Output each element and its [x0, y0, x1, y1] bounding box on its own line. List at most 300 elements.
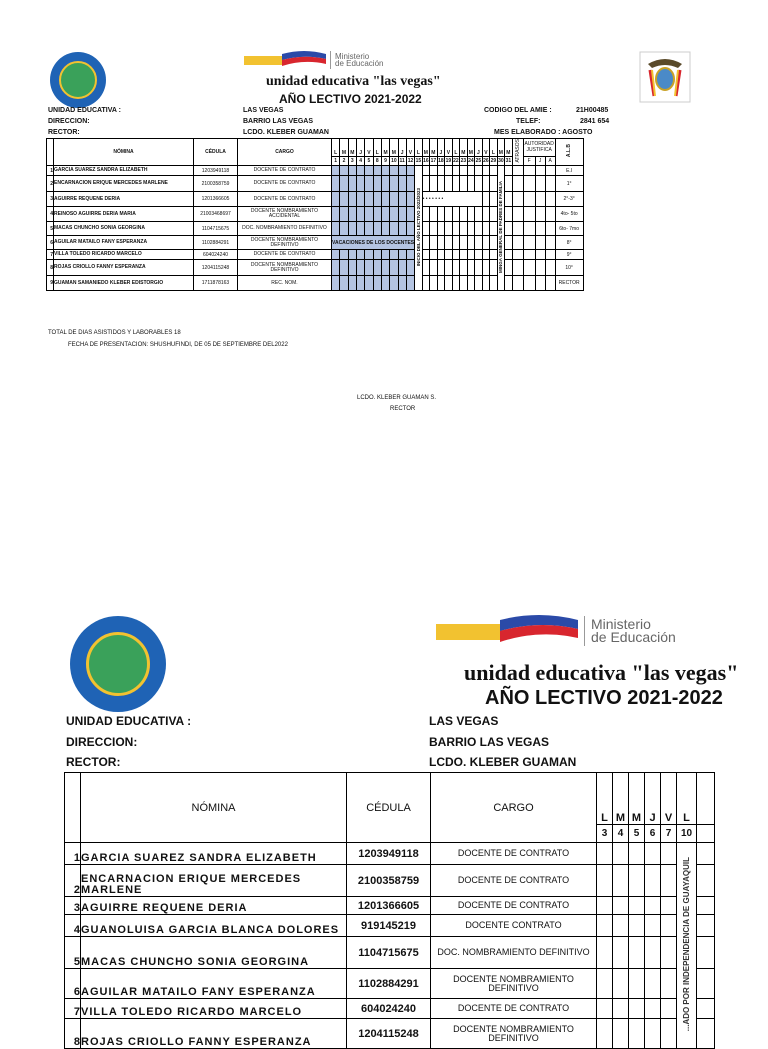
day-cell [340, 207, 348, 222]
teacher-cargo-large: DOCENTE DE CONTRATO [431, 843, 597, 865]
day-cell [467, 250, 475, 260]
aux-cell [523, 250, 535, 260]
day-cell-large [597, 865, 613, 897]
day-cell [398, 176, 406, 192]
day-number: 24 [468, 158, 474, 164]
day-cell [505, 176, 513, 192]
day-number: 25 [475, 158, 482, 164]
teacher-cargo: DOC. NOMBRAMIENTO DEFINITIVO [238, 222, 332, 236]
day-cell [398, 276, 406, 291]
day-cell [460, 176, 468, 192]
day-cell [460, 250, 468, 260]
day-cell [482, 176, 490, 192]
teacher-name-large: AGUIRRE REQUENE DERIA [81, 897, 347, 915]
day-cell-large [597, 1019, 613, 1049]
teacher-cedula-large: 1203949118 [347, 843, 431, 865]
day-cell-large [645, 1019, 661, 1049]
row-number-large: 4 [65, 915, 81, 937]
day-cell [365, 176, 373, 192]
day-cell [490, 192, 498, 207]
day-cell [482, 276, 490, 291]
table-row-large [65, 1019, 715, 1049]
row-number: 1 [47, 166, 54, 176]
mes-label: MES ELABORADO : AGOSTO [494, 129, 593, 136]
amie-label: CODIGO DEL AMIE : [484, 107, 552, 114]
day-cell [437, 250, 445, 260]
day-number-large: 5 [629, 825, 645, 843]
day-cell [482, 192, 490, 207]
day-number-large: 4 [613, 825, 629, 843]
aux-cell [512, 260, 523, 276]
alb-value: 10° [555, 260, 583, 276]
day-cell-large [661, 999, 677, 1019]
day-cell [437, 276, 445, 291]
num-header [47, 139, 54, 166]
day-spacer-large [697, 897, 715, 915]
day-cell-large [661, 1019, 677, 1049]
row-number-large: 6 [65, 969, 81, 999]
teacher-cedula: 1102884291 [194, 236, 238, 250]
aux-cell [512, 222, 523, 236]
day-number: 8 [373, 157, 381, 166]
rector-label-large: RECTOR: [66, 755, 121, 769]
day-cell [406, 276, 414, 291]
day-cell [505, 260, 513, 276]
ministry-logo-large [436, 614, 676, 648]
day-letter: J [475, 139, 483, 157]
day-cell [340, 192, 348, 207]
day-cell [348, 166, 356, 176]
day-cell [460, 222, 468, 236]
day-number: 15 [415, 158, 422, 164]
day-cell [390, 192, 398, 207]
day-cell [356, 260, 364, 276]
day-number: 23 [460, 158, 467, 164]
document-title: unidad educativa "las vegas" [266, 74, 441, 89]
day-cell [365, 250, 373, 260]
teacher-cedula-large: 604024240 [347, 999, 431, 1019]
day-cell [381, 166, 389, 176]
teacher-cargo: DOCENTE NOMBRAMIENTO ACCIDENTAL [238, 207, 332, 222]
day-cell [452, 222, 460, 236]
day-letter: J [437, 139, 445, 157]
day-cell-large [629, 937, 645, 969]
aux-cell [545, 260, 555, 276]
day-cell [467, 176, 475, 192]
day-cell [490, 222, 498, 236]
row-number-large: 2 [65, 865, 81, 897]
direccion-value-large: BARRIO LAS VEGAS [429, 735, 550, 749]
teacher-name-large: MACAS CHUNCHO SONIA GEORGINA [81, 937, 347, 969]
day-letter: L [452, 139, 460, 157]
alb-label: A.L.B [566, 144, 573, 158]
day-number: 31 [505, 158, 512, 164]
day-letter-large: L [597, 773, 613, 825]
day-cell [390, 207, 398, 222]
day-cell [445, 250, 453, 260]
day-cell [340, 166, 348, 176]
document-title-large: unidad educativa "las vegas" [464, 660, 739, 685]
day-cell [340, 176, 348, 192]
day-letter: J [398, 139, 406, 157]
day-cell [505, 276, 513, 291]
day-cell-large [661, 865, 677, 897]
day-cell [365, 192, 373, 207]
aux-cell [545, 166, 555, 176]
day-letter: M [505, 139, 513, 157]
inicio-label: INICIO DEL AÑO LECTIVO 2022/2023 [415, 187, 421, 267]
atrasos-label: ATRASOS [514, 139, 521, 163]
day-cell [430, 236, 438, 250]
day-letter: J [356, 139, 364, 157]
day-cell [348, 250, 356, 260]
table-row-large [65, 843, 715, 865]
aux-cell [523, 236, 535, 250]
day-spacer-large [697, 915, 715, 937]
unidad-label-large: UNIDAD EDUCATIVA : [66, 714, 192, 728]
unidad-value: LAS VEGAS [243, 107, 284, 114]
day-cell [356, 166, 364, 176]
day-cell-large [645, 999, 661, 1019]
day-cell-large [597, 897, 613, 915]
teacher-cedula: 1203949118 [194, 166, 238, 176]
alb-value: RECTOR [555, 276, 583, 291]
day-cell [373, 207, 381, 222]
day-cell [422, 222, 430, 236]
atrasos-header [512, 139, 523, 166]
day-cell [348, 260, 356, 276]
teacher-name: VILLA TOLEDO RICARDO MARCELO [54, 250, 194, 260]
row-number: 7 [47, 250, 54, 260]
row-number: 6 [47, 236, 54, 250]
aux-cell [535, 192, 545, 207]
aux-cell [512, 176, 523, 192]
day-cell [406, 260, 414, 276]
aux-cell [545, 250, 555, 260]
day-cell [505, 207, 513, 222]
day-cell [430, 276, 438, 291]
row-number-large: 7 [65, 999, 81, 1019]
day-cell [467, 166, 475, 176]
day-cell [381, 276, 389, 291]
school-logo-large [70, 616, 166, 712]
table-row [47, 166, 584, 176]
day-cell [390, 260, 398, 276]
day-cell [505, 250, 513, 260]
day-cell [381, 260, 389, 276]
row-number: 8 [47, 260, 54, 276]
day-cell [430, 176, 438, 192]
day-number: 4 [356, 157, 364, 166]
vacaciones-cell: VACACIONES DE LOS DOCENTES [332, 236, 415, 250]
teacher-name-large: GARCIA SUAREZ SANDRA ELIZABETH [81, 843, 347, 865]
day-number-large: 10 [677, 825, 697, 843]
attendance-table-large [64, 772, 715, 1049]
ecuador-coat-of-arms-icon [640, 52, 690, 102]
aux-cell [523, 222, 535, 236]
teacher-cargo-large: DOCENTE DE CONTRATO [431, 865, 597, 897]
day-cell [381, 207, 389, 222]
teacher-cedula-large: 1201366605 [347, 897, 431, 915]
aux-cell [535, 222, 545, 236]
day-cell [406, 250, 414, 260]
day-cell [390, 176, 398, 192]
day-cell-large [613, 865, 629, 897]
day-number: 9 [381, 157, 389, 166]
teacher-cargo: DOCENTE DE CONTRATO [238, 166, 332, 176]
aux-cell [535, 250, 545, 260]
day-cell [452, 236, 460, 250]
teacher-cedula-large: 919145219 [347, 915, 431, 937]
day-letter: L [332, 139, 340, 157]
day-cell-large [645, 915, 661, 937]
day-cell [340, 260, 348, 276]
day-cell [505, 222, 513, 236]
aux-cell [512, 192, 523, 207]
day-cell [356, 176, 364, 192]
day-cell-large [613, 937, 629, 969]
day-cell [348, 192, 356, 207]
day-cell [381, 192, 389, 207]
day-cell [475, 276, 483, 291]
teacher-cargo-large: DOCENTE NOMBRAMIENTO DEFINITIVO [431, 1019, 597, 1049]
day-number: 22 [453, 158, 459, 164]
day-cell [365, 260, 373, 276]
day-cell-large [613, 969, 629, 999]
day-cell [373, 276, 381, 291]
teacher-cedula: 1104715675 [194, 222, 238, 236]
day-spacer-large [697, 999, 715, 1019]
direccion-value: BARRIO LAS VEGAS [243, 118, 314, 125]
day-cell-large [661, 843, 677, 865]
day-letter: M [348, 139, 356, 157]
day-spacer-large [697, 937, 715, 969]
day-spacer-large [697, 1019, 715, 1049]
row-number-large: 8 [65, 1019, 81, 1049]
teacher-cedula-large: 2100358759 [347, 865, 431, 897]
day-cell [437, 260, 445, 276]
num-header-large [65, 773, 81, 843]
day-cell [398, 222, 406, 236]
day-cell [467, 222, 475, 236]
teacher-cedula: 1711878163 [194, 276, 238, 291]
day-cell [467, 236, 475, 250]
day-cell [332, 166, 340, 176]
day-cell-large [661, 969, 677, 999]
autoridad-header: AUTORIDAD JUSTIFICA [523, 139, 555, 157]
day-number-large: 6 [645, 825, 661, 843]
alb-value: E.I [555, 166, 583, 176]
day-cell [490, 276, 498, 291]
day-cell [390, 250, 398, 260]
row-number: 3 [47, 192, 54, 207]
day-cell [398, 207, 406, 222]
teacher-cedula: 604024240 [194, 250, 238, 260]
day-letter: V [445, 139, 453, 157]
nomina-header-large: NÓMINA [81, 773, 347, 843]
day-letter-large: J [645, 773, 661, 825]
signature-title: RECTOR [390, 406, 416, 412]
day-cell [445, 207, 453, 222]
day-letter-large: L [677, 773, 697, 825]
day-cell [356, 207, 364, 222]
day-cell [398, 166, 406, 176]
teacher-cedula: 1204115248 [194, 260, 238, 276]
day-spacer-large [697, 773, 715, 825]
ministry-line-2-large: de Educación [591, 629, 676, 645]
day-number: 26 [483, 158, 489, 164]
day-number: 12 [407, 158, 414, 164]
day-cell [332, 176, 340, 192]
telef-label: TELEF: [516, 118, 541, 125]
aux-cell [535, 236, 545, 250]
day-cell [332, 192, 340, 207]
autoridad-sub: J [535, 157, 545, 166]
day-cell [467, 207, 475, 222]
aux-cell [523, 166, 535, 176]
day-cell-large [645, 937, 661, 969]
ministry-line-2: de Educación [335, 59, 384, 68]
day-cell-large [613, 843, 629, 865]
day-cell-large [613, 897, 629, 915]
teacher-cargo-large: DOC. NOMBRAMIENTO DEFINITIVO [431, 937, 597, 969]
teacher-name-large: GUANOLUISA GARCIA BLANCA DOLORES [81, 915, 347, 937]
day-cell [505, 166, 513, 176]
table-row-large [65, 865, 715, 897]
ministry-logo [244, 50, 383, 70]
teacher-cedula-large: 1102884291 [347, 969, 431, 999]
day-cell [332, 250, 340, 260]
teacher-name-large: AGUILAR MATAILO FANY ESPERANZA [81, 969, 347, 999]
day-cell [332, 276, 340, 291]
teacher-name: REINOSO AGUIRRE DERIA MARIA [54, 207, 194, 222]
teacher-cargo: DOCENTE DE CONTRATO [238, 250, 332, 260]
day-cell [373, 222, 381, 236]
day-spacer-large [697, 969, 715, 999]
day-number: 5 [365, 157, 373, 166]
day-cell [467, 276, 475, 291]
day-cell [422, 166, 430, 176]
day-letter: M [460, 139, 468, 157]
ecuador-flag-band-icon [244, 50, 326, 70]
day-number: 11 [399, 158, 405, 164]
teacher-cargo: REC. NOM. [238, 276, 332, 291]
cedula-header-large: CÉDULA [347, 773, 431, 843]
teacher-cargo-large: DOCENTE DE CONTRATO [431, 897, 597, 915]
teacher-cedula-large: 1104715675 [347, 937, 431, 969]
day-cell [430, 166, 438, 176]
day-cell [390, 166, 398, 176]
table-row-large [65, 969, 715, 999]
day-cell [332, 222, 340, 236]
day-cell-large [629, 843, 645, 865]
day-cell [460, 260, 468, 276]
day-cell [340, 222, 348, 236]
day-cell [482, 166, 490, 176]
alb-value: 4to- 5to [555, 207, 583, 222]
day-number: 3 [348, 157, 356, 166]
day-cell [348, 207, 356, 222]
alb-value: 8° [555, 236, 583, 250]
rector-label: RECTOR: [48, 129, 80, 136]
day-cell [340, 276, 348, 291]
telef-value: 2841 654 [580, 118, 610, 125]
amie-value: 21H00485 [576, 107, 609, 114]
day-cell [430, 260, 438, 276]
day-cell [505, 192, 513, 207]
day-cell [406, 222, 414, 236]
day-number-large: 7 [661, 825, 677, 843]
day-cell [373, 260, 381, 276]
day-letter-large: M [629, 773, 645, 825]
nomina-header: NÓMINA [54, 139, 194, 166]
minga-cell [497, 166, 505, 291]
day-cell [381, 250, 389, 260]
table-row-large [65, 999, 715, 1019]
day-cell [348, 276, 356, 291]
ministry-line-1-large: Ministerio [591, 616, 651, 633]
teacher-cedula: 1201366605 [194, 192, 238, 207]
day-letter: M [340, 139, 348, 157]
day-cell [356, 192, 364, 207]
school-year-large: AÑO LECTIVO 2021-2022 [485, 687, 723, 709]
day-cell [490, 176, 498, 192]
day-cell [422, 236, 430, 250]
aux-cell [512, 166, 523, 176]
day-letter: M [430, 139, 438, 157]
day-cell [422, 276, 430, 291]
day-cell-large [645, 843, 661, 865]
aux-cell [512, 236, 523, 250]
teacher-name: MACAS CHUNCHO SONIA GEORGINA [54, 222, 194, 236]
teacher-cargo-large: DOCENTE NOMBRAMIENTO DEFINITIVO [431, 969, 597, 999]
day-cell-large [629, 969, 645, 999]
holiday-cell-large [677, 843, 697, 1049]
day-cell [373, 192, 381, 207]
day-cell-large [629, 999, 645, 1019]
day-cell [445, 276, 453, 291]
day-number: 30 [498, 158, 504, 164]
aux-cell [535, 166, 545, 176]
day-number: 10 [391, 158, 397, 164]
aux-cell [523, 207, 535, 222]
rector-value: LCDO. KLEBER GUAMAN [243, 129, 329, 136]
teacher-cedula-large: 1204115248 [347, 1019, 431, 1049]
day-spacer-large [697, 865, 715, 897]
day-cell [452, 166, 460, 176]
day-cell-large [629, 897, 645, 915]
row-number: 9 [47, 276, 54, 291]
day-letter: V [365, 139, 373, 157]
day-cell [437, 176, 445, 192]
day-cell [373, 176, 381, 192]
aux-cell [512, 207, 523, 222]
day-cell [437, 236, 445, 250]
day-number: 16 [423, 158, 429, 164]
day-cell [460, 276, 468, 291]
day-letter: L [415, 139, 423, 157]
day-cell [452, 250, 460, 260]
day-cell-large [613, 915, 629, 937]
day-number: 17 [430, 158, 437, 164]
autoridad-sub: F [523, 157, 535, 166]
day-cell [406, 192, 414, 207]
cargo-header: CARGO [238, 139, 332, 166]
day-cell [406, 166, 414, 176]
presentation-date: FECHA DE PRESENTACION: SHUSHUFINDI, DE 05 DE SEPTIEMBRE DEL2022 [68, 342, 288, 348]
aux-cell [545, 276, 555, 291]
direccion-label-large: DIRECCION: [66, 735, 138, 749]
